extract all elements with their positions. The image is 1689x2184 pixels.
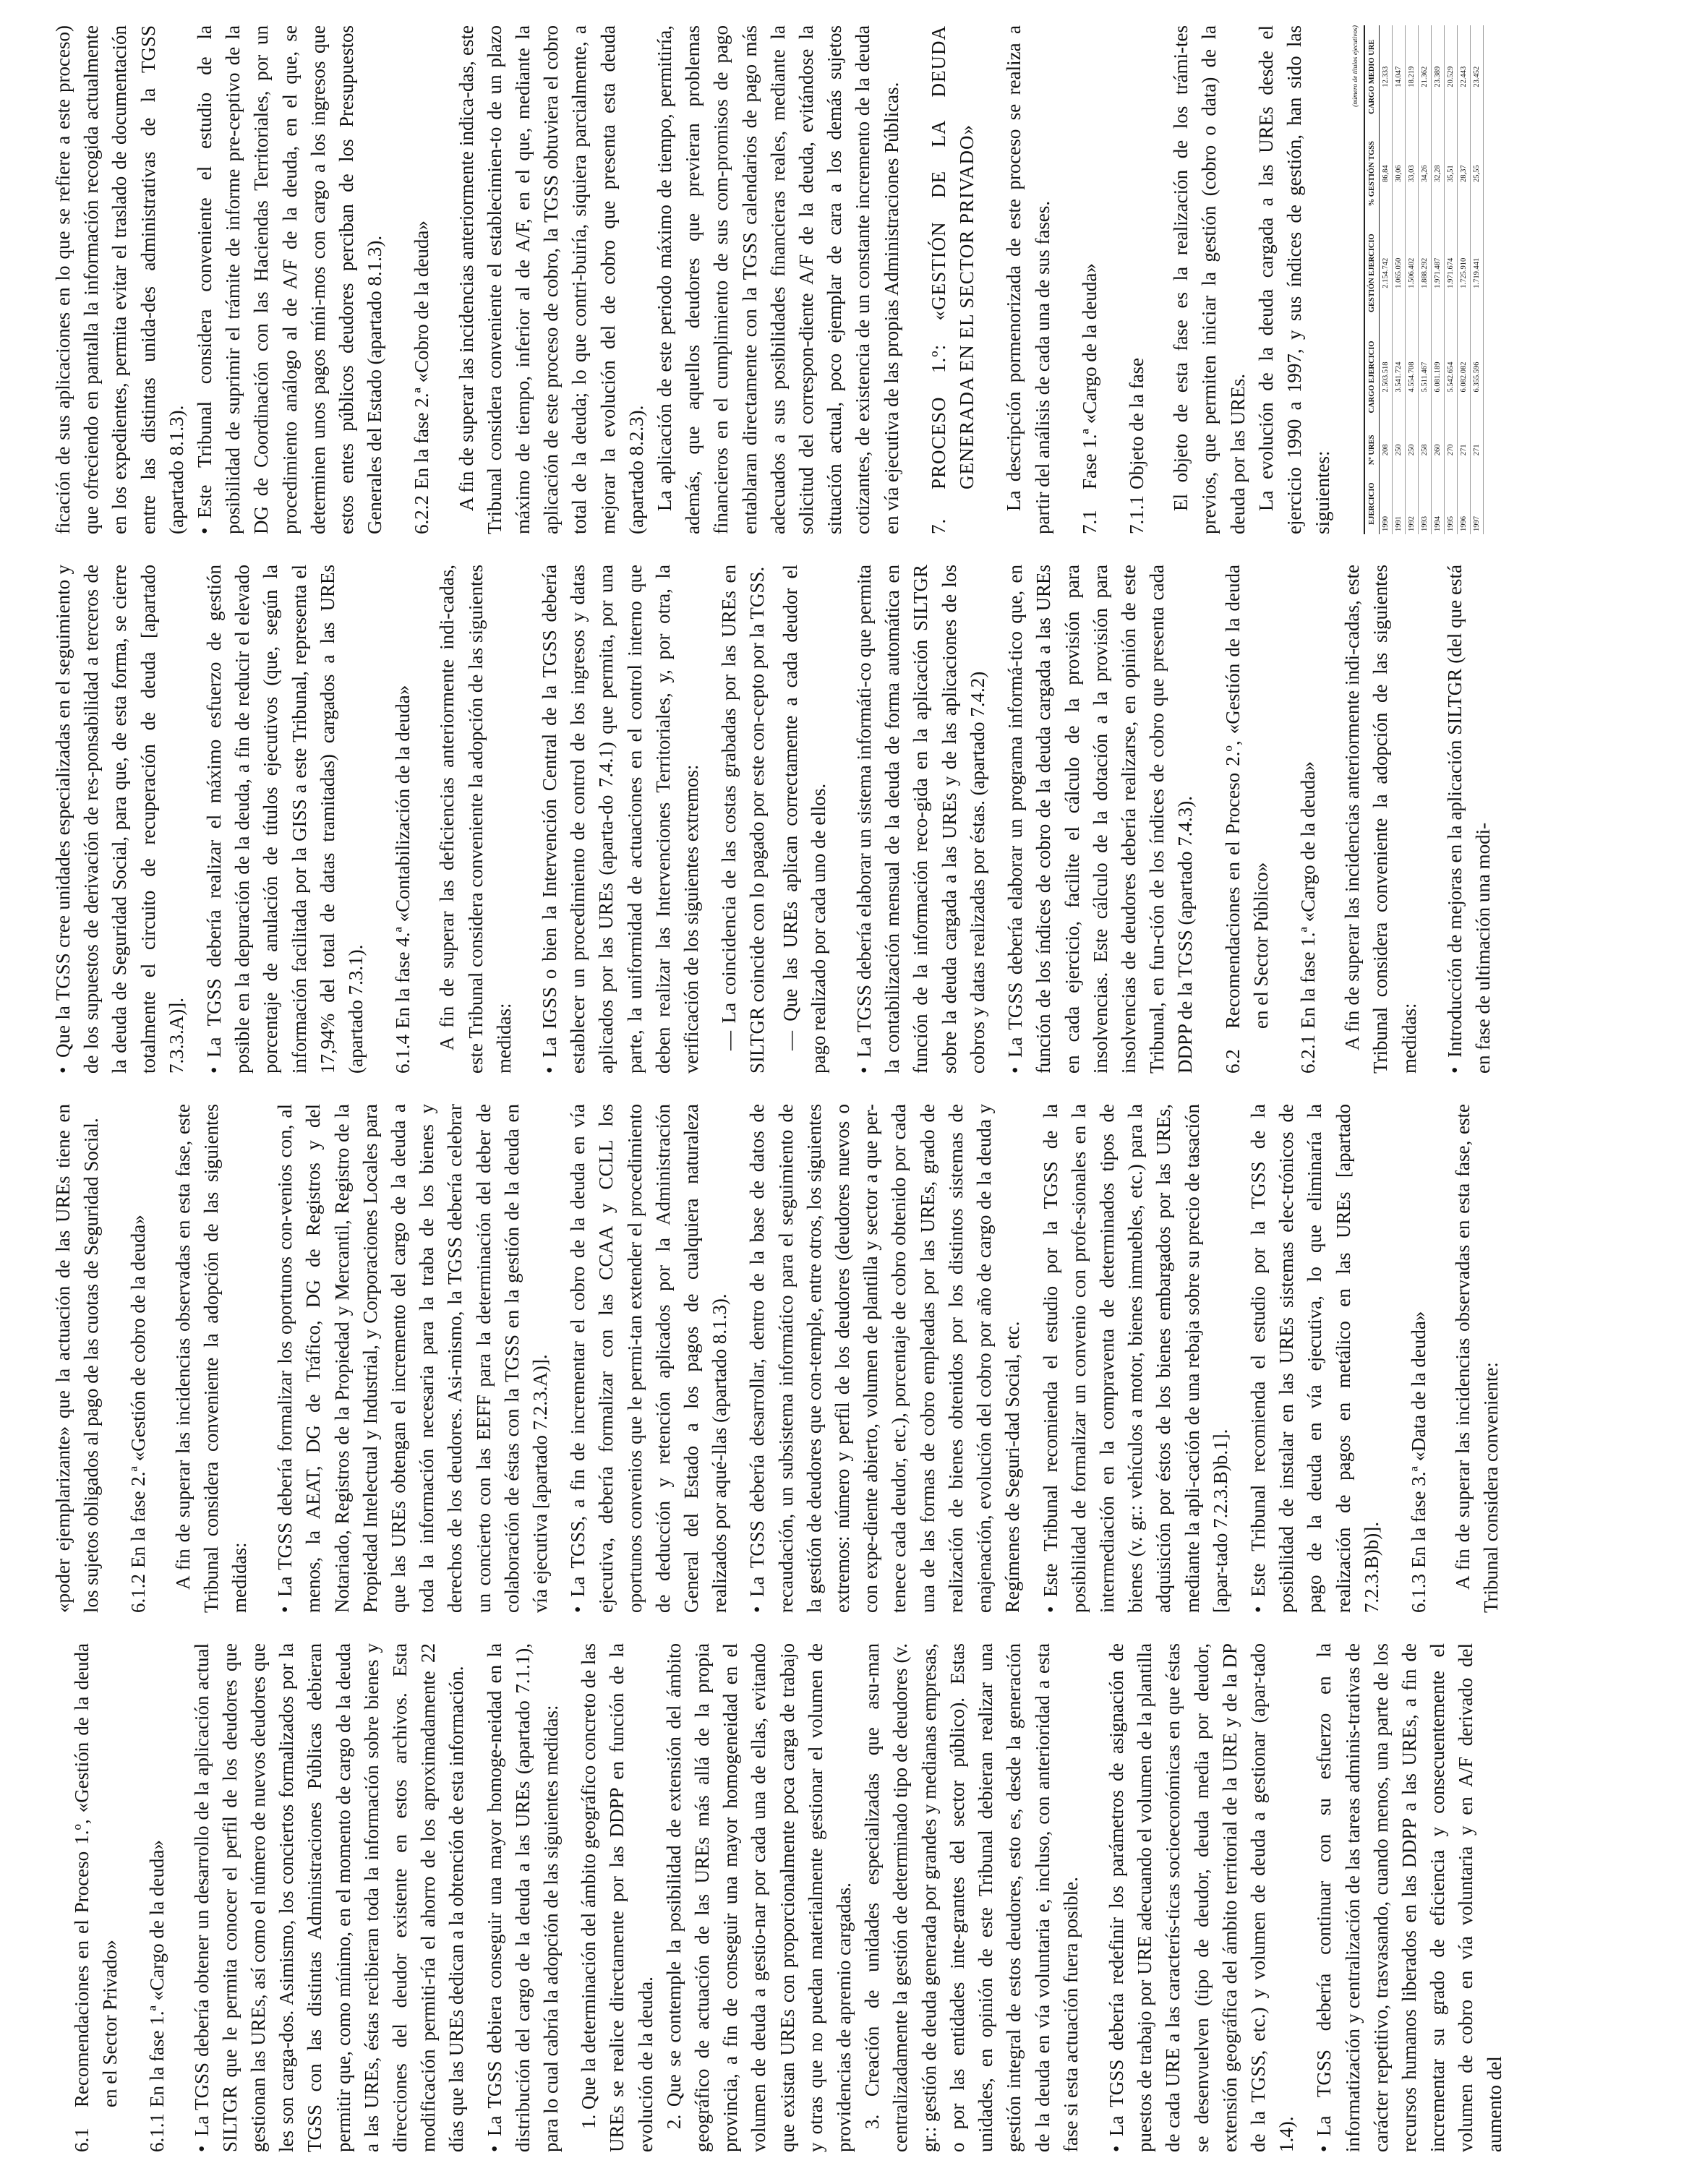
table-cell: 1996 [1458, 473, 1471, 534]
paragraph: ficación de sus aplicaciones en lo que se refiere a este proceso) que ofreciendo en pantalla la información recogida actualmente en los expedientes, permita evitar el traslado de documentación entre las distintas unida-des administrativas de la TGSS (apartado 8.1.3). [52, 25, 187, 534]
table-cell: 260 [1432, 427, 1445, 474]
table-cell: 1.506.402 [1406, 219, 1419, 327]
table-cell: 5.542.654 [1445, 327, 1458, 427]
bullet-paragraph: • La TGSS debería redefinir los parámetros de asignación de puestos de trabajo por URE adecuando el volumen de la plantilla de cada URE a las caracterís-ticas socioeconómicas en que éstas se desenvuelven (tipo de deudor, deuda media por deudor, extensión geográfica del ámbito territorial de la URE y de la DP de la TGSS, etc.) y volumen de deuda a gestionar (apar-tado 1.4). [1103, 1643, 1301, 2152]
subsection-heading-6-1-2: 6.1.2 En la fase 2.ª «Gestión de cobro de la deuda» [127, 1215, 150, 1613]
paragraph: La aplicación de este periodo máximo de tiempo, permitiría, además, que aquellos deudores que previeran problemas financieros en el cumplimiento de sus com-promisos de pago entablaran directamente con la TGSS calendarios de pago más adecuados a sus posibilidades financieras reales, mediante la solicitud del correspon-diente A/F de la deuda, evitándose la situación actual, poco ejemplar de cara a los demás sujetos cotizantes, de existencia de un constante incremento de la deuda en vía ejecutiva de las propias Administraciones Públicas. [654, 25, 902, 534]
table-row [1406, 25, 1419, 534]
table-cell: 20.529 [1445, 25, 1458, 128]
paragraph: A fin de superar las incidencias observadas en esta fase, este Tribunal considera conveniente: [1452, 1104, 1502, 1613]
section-heading-6-2: 6.2 Recomendaciones en el Proceso 2.º, «Gestión de la deuda en el Sector Público» [1221, 565, 1272, 1074]
table-cell: 33,03 [1406, 128, 1419, 219]
table-cell: 6.082.082 [1458, 327, 1471, 427]
table-cell: 271 [1471, 427, 1484, 474]
table-cell: 22.443 [1458, 25, 1471, 128]
paragraph: A fin de superar las incidencias anteriormente indi-cadas, este Tribunal considera conveniente la adopción de las siguientes medidas: [1341, 565, 1420, 1074]
bullet-paragraph: • La TGSS debería realizar el máximo esfuerzo de gestión posible en la depuración de la deuda, a fin de reducir el elevado porcentaje de anulación de títulos ejecutivos (que, según la información facilitada por la GISS a este Tribunal, representa el 17,94% del total de datas tramitadas) cargados a las UREs (apartado 7.3.1). [200, 565, 370, 1074]
table-cell: 86,84 [1380, 128, 1393, 219]
table-header-cell: % GESTIÓN TGSS [1364, 128, 1380, 219]
bullet-paragraph: • La TGSS debería formalizar los oportunos con-venios con, al menos, la AEAT, DG de Tráfico, DG de Registros y del Notariado, Registros de la Propiedad y Mercantil, Registro de la Propiedad Intelectual y Industrial, y Corporaciones Locales para que las UREs obtengan el incremento del cargo de la deuda a toda la información necesaria para la traba de los bienes y derechos de los deudores. Asi-mismo, la TGSS debería celebrar un concierto con las EEFF para la determinación del deber de colaboración de éstas con la TGSS en la gestión de la deuda en vía ejecutiva [apartado 7.2.3.A)]. [271, 1104, 555, 1613]
bullet-paragraph: • Este Tribunal recomienda el estudio por la TGSS de la posibilidad de instalar en las UREs sistemas elec-trónicos de pago de la deuda en vía ejecutiva, lo que eliminaría la realización de pagos en metálico en las UREs [apartado 7.2.3.B)b)]. [1244, 1104, 1386, 1613]
table-header-cell: CARGO EJERCICIO [1364, 327, 1380, 427]
dash-item: — Que las UREs aplican correctamente a cada deudor el pago realizado por cada uno de ellos. [779, 565, 829, 1074]
table-cell: 208 [1380, 427, 1393, 474]
table-row [1380, 25, 1393, 534]
table-cell: 34,26 [1419, 128, 1432, 219]
bullet-paragraph: • La TGSS debiera conseguir una mayor homoge-neidad en la distribución del cargo de la deuda a las UREs (apartado 7.1.1), para lo cual cabría la adopción de las siguientes medidas: [481, 1643, 566, 2152]
paragraph: «poder ejemplarizante» que la actuación de las UREs tiene en los sujetos obligados al pago de las cuotas de Seguridad Social. [52, 1104, 103, 1613]
bullet-paragraph: • Que la TGSS cree unidades especializadas en el seguimiento y de los supuestos de derivación de res-ponsabilidad a terceros de la deuda de Seguridad Social, para que, de esta forma, se cierre totalmente el circuito de recuperación de deuda [apartado 7.3.3.A)]. [49, 565, 191, 1074]
paragraph: A fin de superar las incidencias observadas en esta fase, este Tribunal considera conveniente la adopción de las siguientes medidas: [171, 1104, 251, 1613]
table-header-cell: EJERCICIO [1364, 473, 1380, 534]
table-cell: 1.725.910 [1458, 219, 1471, 327]
table-row [1458, 25, 1471, 534]
table-cell: 1995 [1445, 473, 1458, 534]
table-cell: 5.511.467 [1419, 327, 1432, 427]
paragraph: La descripción pormenorizada de este proceso se realiza a partir del análisis de cada una de sus fases. [1003, 25, 1053, 534]
section-heading-6-1: 6.1 Recomendaciones en el Proceso 1.º, «Gestión de la deuda en el Sector Privado» [71, 1643, 121, 2152]
table-cell: 250 [1406, 427, 1419, 474]
table-cell: 21.362 [1419, 25, 1432, 128]
table-cell: 4.554.708 [1406, 327, 1419, 427]
paragraph: La evolución de la deuda cargada a las UREs desde el ejercicio 1990 a 1997, y sus índices de gestión, han sido las siguientes: [1254, 25, 1334, 534]
table-cell: 6.081.189 [1432, 327, 1445, 427]
table-row [1432, 25, 1445, 534]
table-cell: 250 [1393, 427, 1406, 474]
dash-item: — La coincidencia de las costas grabadas por las UREs en SILTGR coincide con lo pagado por este con-cepto por la TGSS. [718, 565, 769, 1074]
table-header-row [1364, 25, 1380, 534]
column-1 [49, 1643, 1664, 2152]
table-header-cell: GESTIÓN EJERCICIO [1364, 219, 1380, 327]
bullet-paragraph: • La TGSS debería desarrollar, dentro de la base de datos de recaudación, un subsistema informático para el seguimiento de la gestión de deudores que con-temple, entre otros, los siguientes extremos: número y perfil de los deudores (deudores nuevos o con expe-diente abierto, volumen de plantilla y sector a que per-tenece cada deudor, etc.), porcentaje de cobro obtenido por cada una de las formas de cobro empleadas por las UREs, grado de realización de bienes obtenidos por los distintos sistemas de enajenación, evolución del cobro por año de cargo de la deuda y Regímenes de Seguri-dad Social, etc. [743, 1104, 1027, 1613]
subsection-heading-6-1-3: 6.1.3 En la fase 3.ª «Data de la deuda» [1407, 1311, 1429, 1613]
table-header-cell: CARGO MEDIO URE [1364, 25, 1380, 128]
chapter-heading-7: 7. PROCESO 1.º: «GESTIÓN DE LA DEUDA GENERADA EN EL SECTOR PRIVADO» [927, 25, 978, 534]
table-cell: 32,28 [1432, 128, 1445, 219]
bullet-paragraph: • La TGSS debería elaborar un programa informá-tico que, en función de los índices de cobro de la deuda cargada a las UREs en cada ejercicio, facilite el cálculo de la provisión para insolvencias. Este cálculo de la dotación a la provisión para insolvencias de deudores debería realizarse, en opinión de este Tribunal, en fun-ción de los índices de cobro que presenta cada DDPP de la TGSS (apartado 7.4.3). [1001, 565, 1200, 1074]
table-cell: 23.452 [1471, 25, 1484, 128]
table-row [1471, 25, 1484, 534]
table-cell: 1.719.441 [1471, 219, 1484, 327]
debt-evolution-table [1351, 25, 1484, 534]
paragraph: A fin de superar las incidencias anteriormente indica-das, este Tribunal considera conveniente el establecimien-to de un plazo máximo de tiempo, inferior al de A/F, en el que, mediante la aplicación de este proceso de cobro, la TGSS obtuviera el cobro total de la deuda; lo que contri-buiría, siquiera parcialmente, a mejorar la evolución del de cobro que presenta esta deuda (apartado 8.2.3). [455, 25, 647, 534]
table-cell: 30,06 [1393, 128, 1406, 219]
bullet-paragraph: • La TGSS, a fin de incrementar el cobro de la deuda en vía ejecutiva, debería formalizar con las CCAA y CCLL los oportunos convenios que le permi-tan extender el procedimiento de deducción y retención aplicados por la Administración General del Estado a los pagos de cualquiera naturaleza realizados por aqué-llas (apartado 8.1.3). [564, 1104, 734, 1613]
table-row [1445, 25, 1458, 534]
numbered-measure: 3. Creación de unidades especializadas que asu-man centralizadamente la gestión de determinado tipo de deudores (v. gr.: gestión de deuda generada por grandes y medianas empresas, o por las entidades inte-grantes del sector público). Estas unidades, en opinión de este Tribunal debieran realizar una gestión integral de estos deudores, esto es, desde la generación de la deuda en vía voluntaria e, incluso, con anterioridad a esta fase si esta actuación fuera posible. [861, 1643, 1082, 2152]
numbered-measure: 1. Que la determinación del ámbito geográfico concreto de las UREs se realice directamente por las DDPP en función de la evolución de la deuda. [578, 1643, 657, 2152]
table-cell: 1991 [1393, 473, 1406, 534]
subsection-heading-6-2-1: 6.2.1 En la fase 1.ª «Cargo de la deuda» [1296, 761, 1319, 1074]
bullet-paragraph: • La TGSS debería elaborar un sistema informáti-co que permita la contabilización mensual de la deuda de forma automática en función de la información reco-gida en la aplicación SILTGR sobre la deuda cargada a las UREs y de las aplicaciones de los cobros y datas realizadas por éstas. (apartado 7.4.2) [850, 565, 992, 1074]
bullet-paragraph: • Introducción de mejoras en la aplicación SILTGR (del que está en fase de ultimación una modi- [1441, 565, 1497, 1074]
table-row [1393, 25, 1406, 534]
paragraph: El objeto de esta fase es la realización de los trámi-tes previos, que permiten iniciar la gestión (cobro o data) de la deuda por las UREs. [1170, 25, 1249, 534]
table-cell: 25,55 [1471, 128, 1484, 219]
bullet-paragraph: • Este Tribunal recomienda el estudio por la TGSS de la posibilidad de formalizar un convenio con profe-sionales en la intermediación en la compraventa de determinados tipos de bienes (v. gr.: vehículos a motor, bienes inmuebles, etc.) para la adquisición por éstos de los bienes embargados por las UREs, mediante la apli-cación de una rebaja sobre su precio de tasación [apar-tado 7.2.3.B)b.1]. [1037, 1104, 1235, 1613]
column-4 [49, 25, 1664, 534]
column-2 [49, 1104, 1664, 1613]
bullet-paragraph: • La TGSS debería obtener un desarrollo de la aplicación actual SILTGR que le permita conocer el perfil de los deudores que gestionan las UREs, así como el número de nuevos deudores que les son carga-dos. Asimismo, los conciertos formalizados por la TGSS con las distintas Administraciones Públicas debieran permitir que, como mínimo, en el momento de cargo de la deuda a las UREs, éstas recibieran toda la información sobre bienes y direcciones del deudor existente en estos archivos. Esta modificación permiti-ría el ahorro de los aproximadamente 22 días que las UREs dedican a la obtención de esta información. [188, 1643, 471, 2152]
table-cell: 1993 [1419, 473, 1432, 534]
table-cell: 3.541.724 [1393, 327, 1406, 427]
table-cell: 270 [1445, 427, 1458, 474]
table-cell: 1.971.487 [1432, 219, 1445, 327]
table-cell: 6.355.596 [1471, 327, 1484, 427]
table-cell: 14.047 [1393, 25, 1406, 128]
table-caption: (número de títulos ejecutivos) [1352, 25, 1360, 107]
table-cell: 18.219 [1406, 25, 1419, 128]
subsection-heading-6-2-2: 6.2.2 En la fase 2.ª «Cobro de la deuda» [411, 220, 433, 534]
table-cell: 1997 [1471, 473, 1484, 534]
column-3 [49, 565, 1664, 1074]
subsection-heading-7-1: 7.1 Fase 1.ª «Cargo de la deuda» [1078, 263, 1100, 534]
numbered-measure: 2. Que se contemple la posibilidad de extensión del ámbito geográfico de actuación de las UREs más allá de la propia provincia, a fin de conseguir una mayor homogeneidad en el volumen de deuda a gestio-nar por cada una de ellas, evitando que existan UREs con proporcionalmente poca carga de trabajo y otras que no puedan materialmente gestionar el volumen de providencias de apremio cargadas. [662, 1643, 855, 2152]
table-cell: 1994 [1432, 473, 1445, 534]
table-cell: 1.888.292 [1419, 219, 1432, 327]
paragraph: A fin de superar las deficiencias anteriormente indi-cadas, este Tribunal considera conveniente la adopción de las siguientes medidas: [436, 565, 515, 1074]
table-row [1419, 25, 1432, 534]
subsection-heading-7-1-1: 7.1.1 Objeto de la fase [1125, 357, 1147, 534]
table-cell: 2.503.518 [1380, 327, 1393, 427]
table-cell: 2.154.742 [1380, 219, 1393, 327]
table-cell: 271 [1458, 427, 1471, 474]
table-cell: 35,51 [1445, 128, 1458, 219]
table-cell: 1.971.674 [1445, 219, 1458, 327]
bullet-paragraph: • Este Tribunal considera conveniente el estudio de la posibilidad de suprimir el trámite de informe pre-ceptivo de la DG de Coordinación con las Haciendas Territoriales, por un procedimiento análogo al de A/F de la deuda, en el que, se determinen unos pagos míni-mos con cargo a los ingresos que estos entes públicos deudores perciban de los Presupuestos Generales del Estado (apartado 8.1.3). [191, 25, 389, 534]
table-cell: 1992 [1406, 473, 1419, 534]
subsection-heading-6-1-1: 6.1.1 En la fase 1.ª «Cargo de la deuda» [146, 1840, 168, 2152]
table-cell: 12.333 [1380, 25, 1393, 128]
table-cell: 23.389 [1432, 25, 1445, 128]
bullet-paragraph: • La TGSS debería continuar con su esfuerzo en la informatización y centralización de las tareas adminis-trativas de carácter repetitivo, trasvasando, cuando menos, una parte de los recursos humanos liberados en las DDPP a las UREs, a fin de incrementar su grado de eficiencia y consecuentemente el volumen de cobro en vía voluntaria y en A/F derivado del aumento del [1310, 1643, 1508, 2152]
table-header-cell: Nº URES [1364, 427, 1380, 474]
table-cell: 258 [1419, 427, 1432, 474]
table-cell: 1990 [1380, 473, 1393, 534]
table-cell: 1.065.050 [1393, 219, 1406, 327]
subsection-heading-6-1-4: 6.1.4 En la fase 4.ª «Contabilización de la deuda» [392, 685, 414, 1074]
table-cell: 28,37 [1458, 128, 1471, 219]
bullet-paragraph: • La IGSS o bien la Intervención Central de la TGSS debería establecer un procedimiento de control de los ingresos y datas aplicados por las UREs (aparta-do 7.4.1) que permita, por una parte, la uniformidad de actuaciones en el control interno que deben realizar las Intervenciones Territoriales, y, por otra, la verificación de los siguientes extremos: [536, 565, 706, 1074]
